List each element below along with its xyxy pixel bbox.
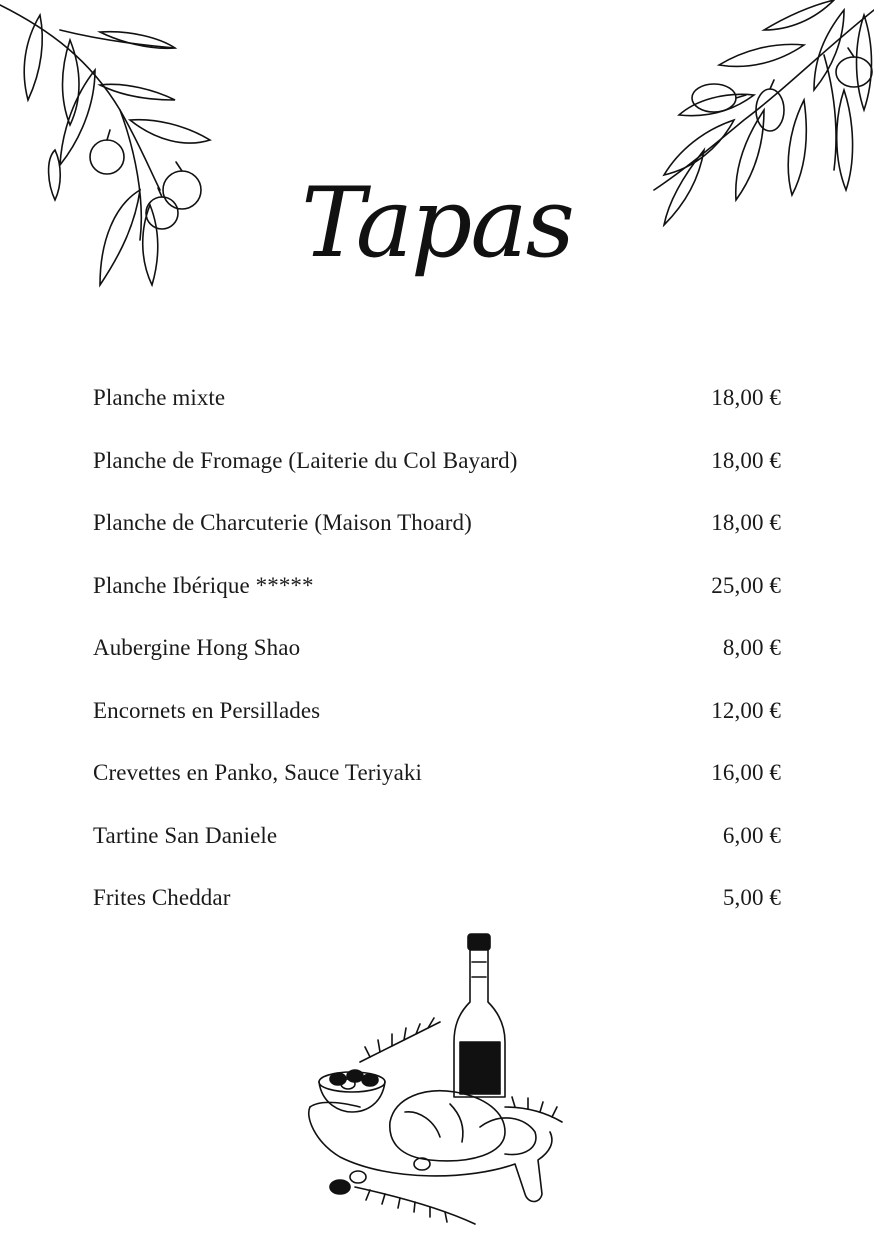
menu-item (93, 448, 781, 511)
menu-item (93, 385, 781, 448)
menu-item-price: 12,00 € (711, 697, 781, 723)
menu-item-price: 18,00 € (711, 385, 781, 410)
menu-item (93, 635, 781, 698)
menu-item-name: Tartine San Daniele (93, 822, 278, 848)
menu-item-price: 6,00 € (722, 822, 781, 848)
menu-item (93, 510, 781, 573)
menu-item-price: 5,00 € (722, 885, 781, 910)
menu-item-price: 16,00 € (711, 760, 781, 785)
menu-list (93, 385, 781, 948)
menu-item (93, 698, 781, 761)
menu-item-name: Planche mixte (93, 385, 226, 410)
menu-item-name: Crevettes en Panko, Sauce Teriyaki (93, 760, 423, 785)
menu-item (93, 760, 781, 823)
menu-item-price: 25,00 € (711, 572, 781, 598)
menu-item-price: 18,00 € (711, 510, 781, 535)
menu-item-name: Planche de Fromage (Laiterie du Col Bayard) (93, 447, 518, 473)
menu-item-name: Encornets en Persillades (93, 697, 321, 723)
olive-oil-bread-board-icon (300, 932, 570, 1237)
menu-item (93, 573, 781, 636)
menu-item-price: 18,00 € (711, 447, 781, 473)
menu-item-name: Planche Ibérique ***** (93, 572, 314, 598)
menu-item-price: 8,00 € (722, 635, 781, 660)
menu-item-name: Aubergine Hong Shao (93, 635, 301, 660)
menu-title: Tapas (301, 167, 573, 279)
menu-item-name: Frites Cheddar (93, 885, 231, 910)
menu-item-name: Planche de Charcuterie (Maison Thoard) (93, 510, 472, 535)
menu-item (93, 823, 781, 886)
